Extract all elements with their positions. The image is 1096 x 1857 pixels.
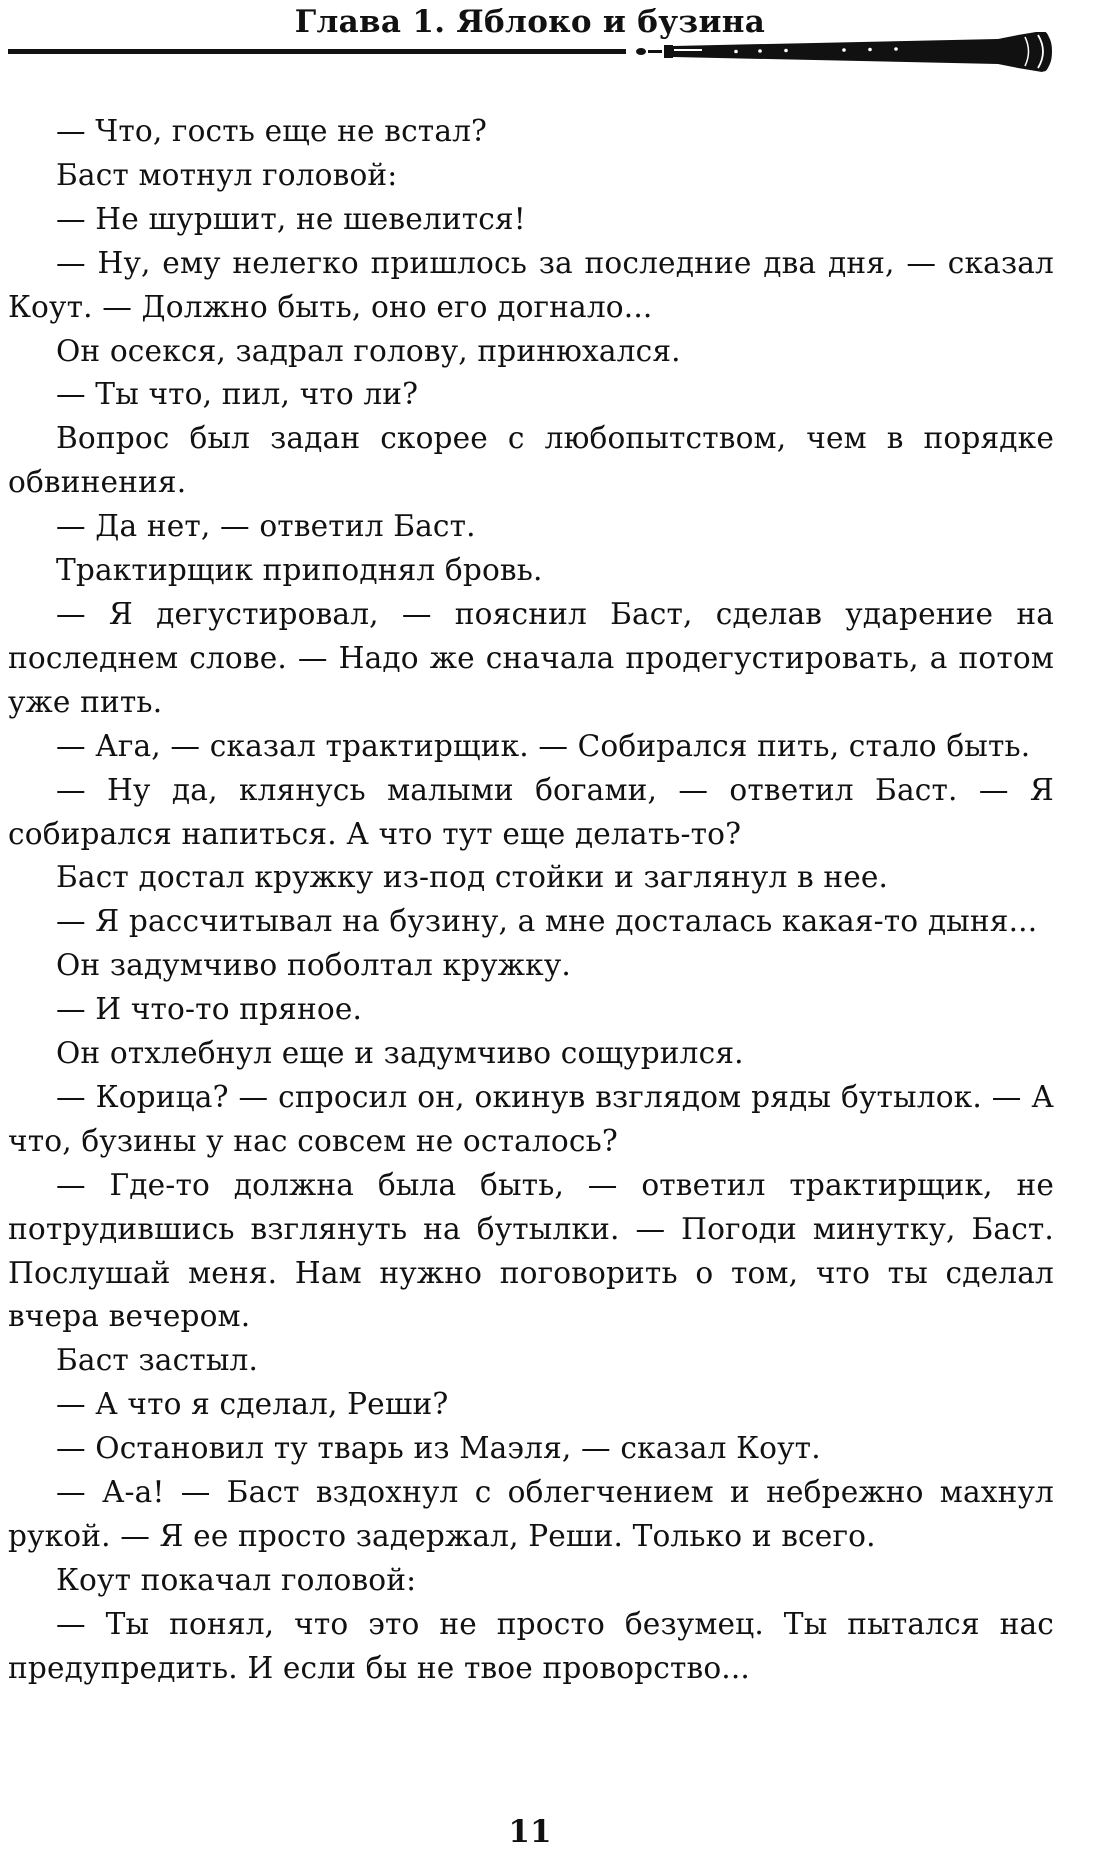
paragraph: Трактирщик приподнял бровь.	[56, 553, 543, 588]
paragraph: Баст мотнул головой:	[56, 157, 398, 192]
paragraph: — Я рассчитывал на бузину, а мне досталась какая-то дыня...	[56, 904, 1038, 939]
paragraph: Коут покачал головой:	[56, 1562, 417, 1597]
paragraph: Он задумчиво поболтал кружку.	[56, 948, 571, 983]
paragraph: — Ага, — сказал трактирщик. — Собирался пить, стало быть.	[56, 728, 1031, 763]
paragraph: Баст достал кружку из-под стойки и заглянул в нее.	[56, 860, 889, 895]
paragraph: — Остановил ту тварь из Маэля, — сказал Коут.	[56, 1431, 821, 1466]
paragraph: — Ну да, клянусь малыми богами, — ответил Баст. — Я собирался напиться. А что тут еще делать-то?	[8, 772, 1054, 851]
paragraph: — Ну, ему нелегко пришлось за последние два дня, — сказал Коут. — Должно быть, оно его догнало...	[8, 245, 1054, 324]
paragraph: — Что, гость еще не встал?	[56, 114, 488, 148]
paragraph: — А-а! — Баст вздохнул с облегчением и небрежно махнул рукой. — Я ее просто задержал, Реши. Только и всего.	[8, 1475, 1054, 1553]
paragraph: — А что я сделал, Реши?	[56, 1387, 449, 1422]
paragraph: — Ты что, пил, что ли?	[56, 377, 419, 412]
paragraph: Он осекся, задрал голову, принюхался.	[56, 333, 681, 368]
page-number: 11	[508, 1814, 552, 1850]
header-rule	[8, 49, 626, 54]
paragraph: — Ты понял, что это не просто безумец. Ты пытался нас предупредить. И если бы не твое проворство...	[8, 1606, 1054, 1685]
chapter-title: Глава 1. Яблоко и бузина	[294, 4, 766, 40]
body-text	[8, 110, 1054, 1691]
paragraph: Он отхлебнул еще и задумчиво сощурился.	[56, 1036, 744, 1071]
paragraph: Вопрос был задан скорее с любопытством, чем в порядке обвинения.	[8, 421, 1054, 500]
paragraph: — Где-то должна была быть, — ответил трактирщик, не потрудившись взглянуть на бутылки. — Погоди минутку, Баст. Послушай меня. Нам нужно поговорить о том, что ты сделал вчера вечером.	[8, 1167, 1054, 1334]
paragraph: — Я дегустировал, — пояснил Баст, сделав ударение на последнем слове. — Надо же сначала продегустировать, а потом уже пить.	[8, 596, 1054, 719]
paragraph: Баст застыл.	[56, 1343, 259, 1378]
paragraph: — Корица? — спросил он, окинув взглядом ряды бутылок. — А что, бузины у нас совсем не осталось?	[8, 1079, 1054, 1158]
header-rule-with-flute	[8, 32, 1060, 88]
paragraph: — Да нет, — ответил Баст.	[56, 509, 476, 544]
paragraph: — И что-то пряное.	[56, 992, 363, 1027]
paragraph: — Не шуршит, не шевелится!	[56, 201, 526, 236]
flute-icon	[636, 32, 1052, 72]
